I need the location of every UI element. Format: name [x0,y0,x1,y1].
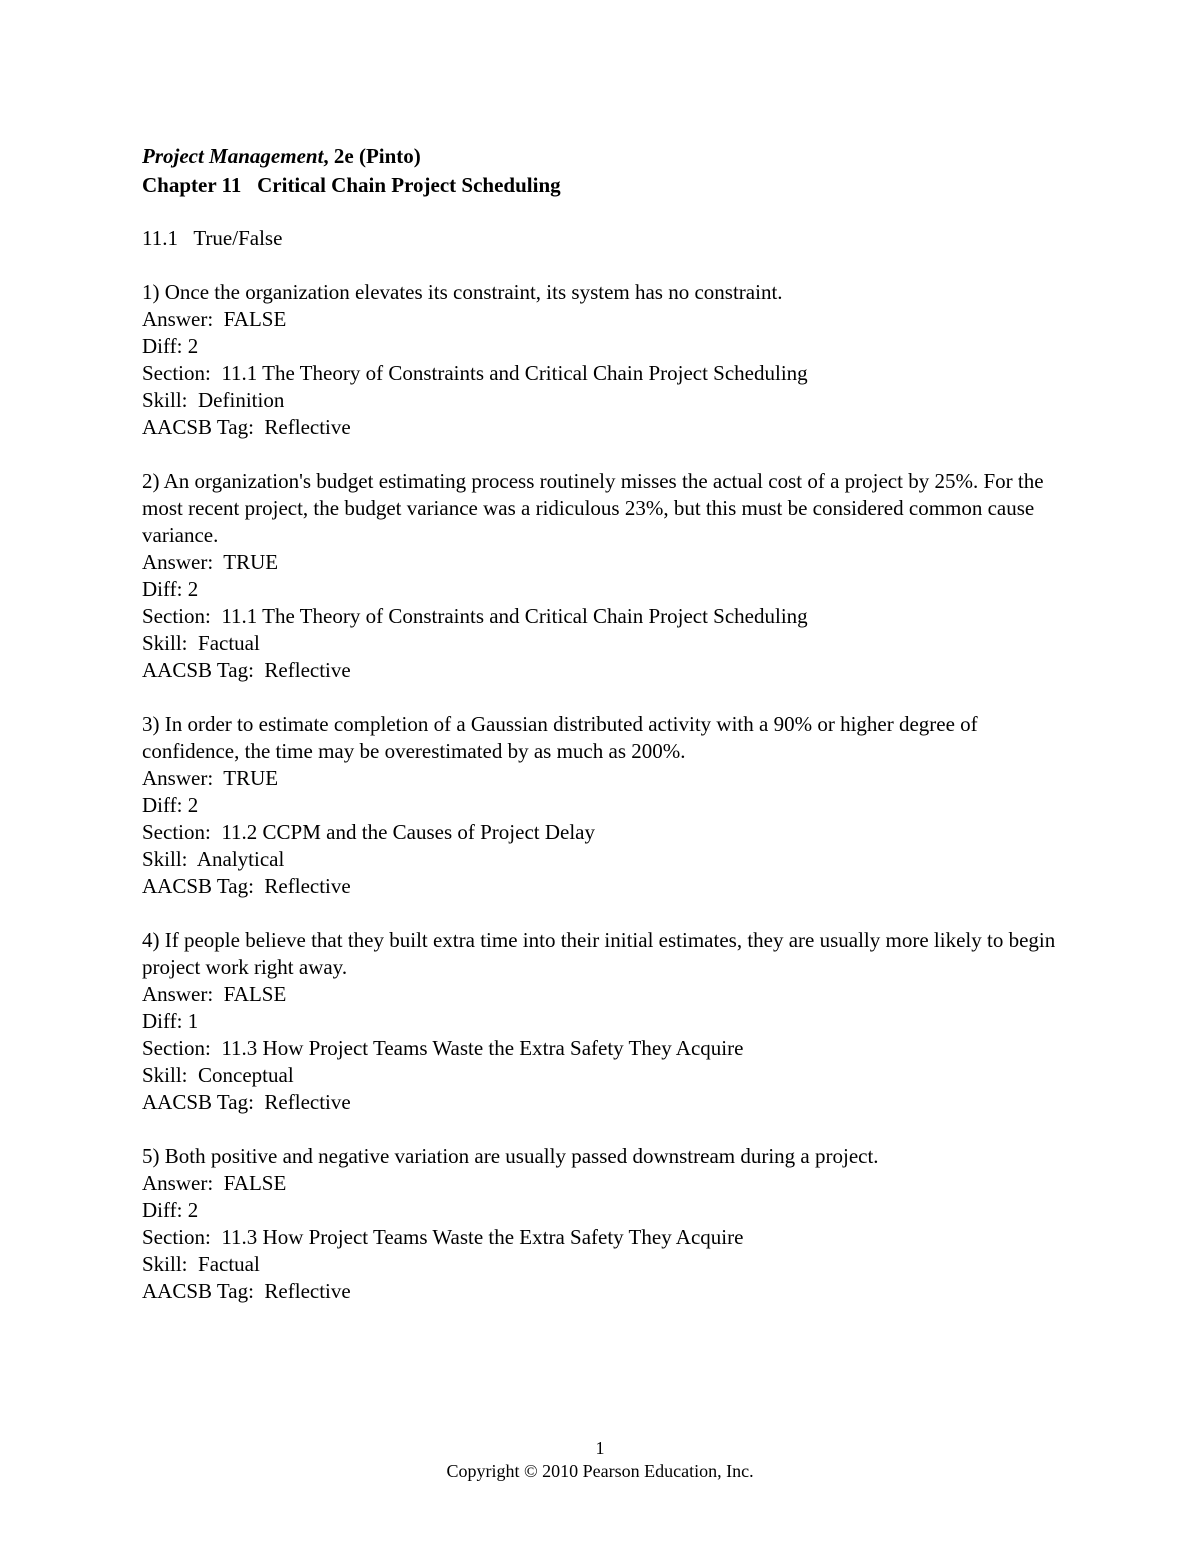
question-skill: Skill: Definition [142,388,285,412]
question-aacsb-tag: AACSB Tag: Reflective [142,1090,351,1114]
page-content [142,142,1072,1305]
question-text: 5) Both positive and negative variation are usually passed downstream during a project. [142,1144,879,1168]
question-answer: Answer: FALSE [142,307,287,331]
question-answer: Answer: FALSE [142,982,287,1006]
question-answer: Answer: TRUE [142,766,279,790]
question-item [142,468,1072,684]
page-footer [0,1437,1200,1483]
question-difficulty: Diff: 1 [142,1009,199,1033]
question-item [142,927,1072,1116]
question-skill: Skill: Factual [142,631,260,655]
question-skill: Skill: Conceptual [142,1063,294,1087]
question-difficulty: Diff: 2 [142,334,199,358]
question-aacsb-tag: AACSB Tag: Reflective [142,1279,351,1303]
question-text: 1) Once the organization elevates its constraint, its system has no constraint. [142,280,783,304]
question-difficulty: Diff: 2 [142,577,199,601]
question-difficulty: Diff: 2 [142,1198,199,1222]
book-title-line [142,142,1072,171]
question-answer: Answer: TRUE [142,550,279,574]
copyright-notice: Copyright © 2010 Pearson Education, Inc. [446,1461,754,1481]
question-aacsb-tag: AACSB Tag: Reflective [142,874,351,898]
book-edition: , 2e (Pinto) [323,144,421,168]
question-text: 4) If people believe that they built extra time into their initial estimates, they are usually more likely to begin project work right away. [142,928,1056,979]
question-section: Section: 11.3 How Project Teams Waste the Extra Safety They Acquire [142,1225,744,1249]
question-text: 2) An organization's budget estimating process routinely misses the actual cost of a project by 25%. For the most recent project, the budget variance was a ridiculous 23%, but this must be considered common cause variance. [142,469,1044,547]
question-section: Section: 11.1 The Theory of Constraints and Critical Chain Project Scheduling [142,604,808,628]
question-section: Section: 11.3 How Project Teams Waste the Extra Safety They Acquire [142,1036,744,1060]
question-section: Section: 11.2 CCPM and the Causes of Project Delay [142,820,595,844]
question-item [142,711,1072,900]
chapter-title: Chapter 11 Critical Chain Project Scheduling [142,173,561,197]
question-answer: Answer: FALSE [142,1171,287,1195]
question-skill: Skill: Analytical [142,847,285,871]
question-section: Section: 11.1 The Theory of Constraints and Critical Chain Project Scheduling [142,361,808,385]
question-aacsb-tag: AACSB Tag: Reflective [142,415,351,439]
section-heading: 11.1 True/False [142,226,283,250]
book-title: Project Management [142,144,324,168]
question-text: 3) In order to estimate completion of a Gaussian distributed activity with a 90% or higher degree of confidence, the time may be overestimated by as much as 200%. [142,712,978,763]
question-item [142,1143,1072,1305]
question-item [142,279,1072,441]
question-skill: Skill: Factual [142,1252,260,1276]
question-difficulty: Diff: 2 [142,793,199,817]
page-number: 1 [595,1438,605,1458]
question-aacsb-tag: AACSB Tag: Reflective [142,658,351,682]
